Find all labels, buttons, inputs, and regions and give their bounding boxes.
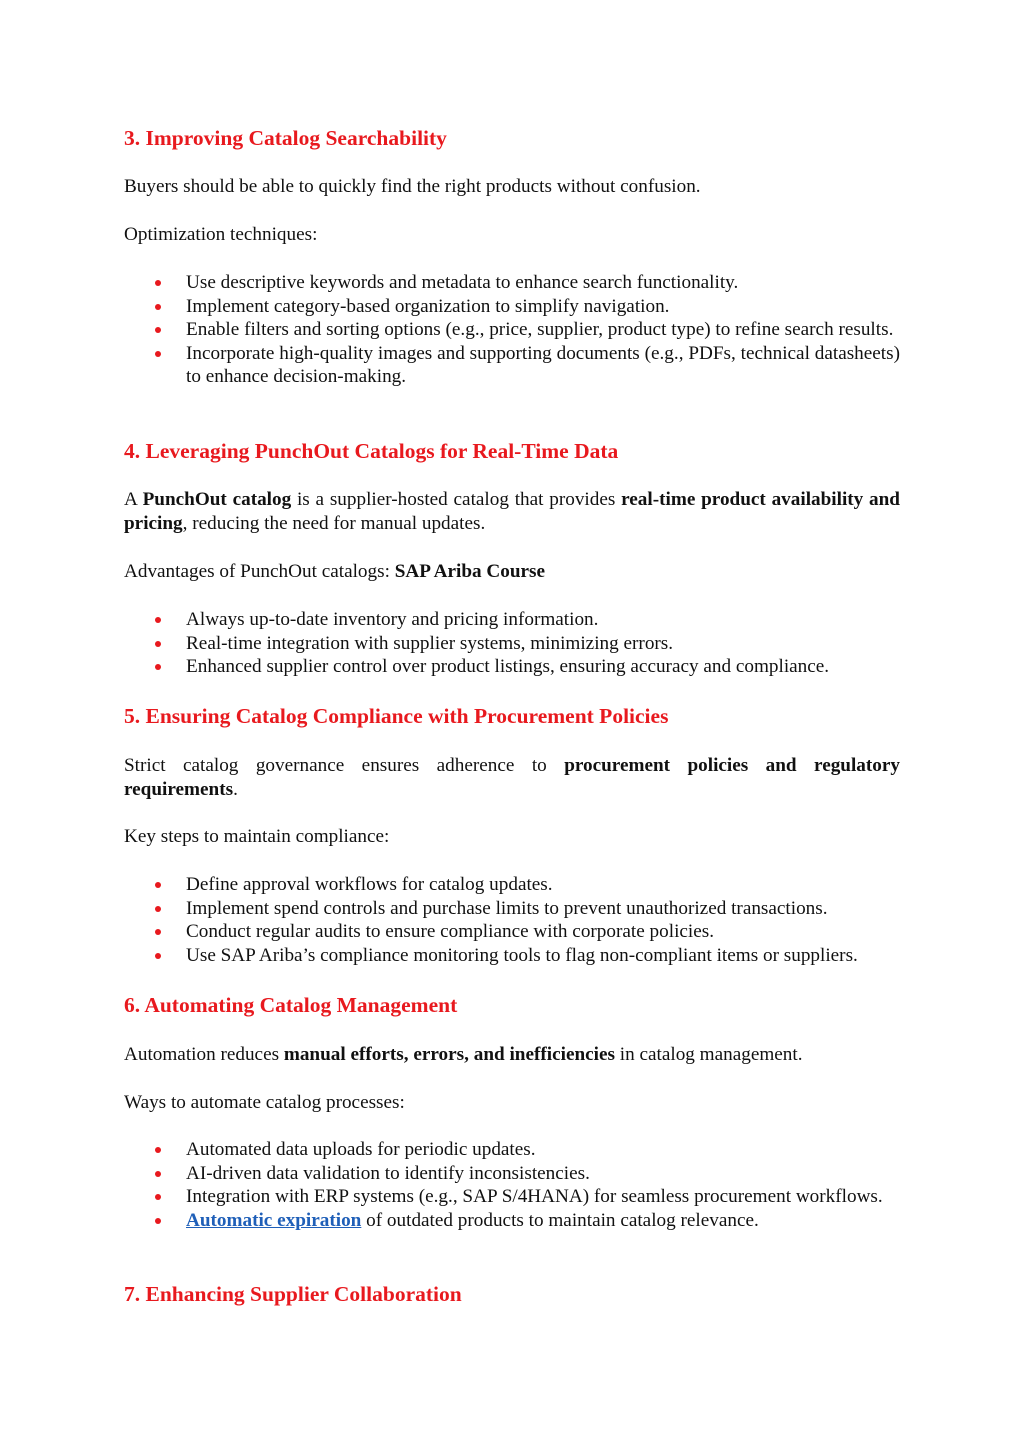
section-4-list-label: Advantages of PunchOut catalogs: SAP Ariba Course bbox=[124, 561, 546, 582]
section-3-list bbox=[124, 271, 900, 389]
bullet-icon bbox=[155, 1171, 161, 1177]
list-item: Conduct regular audits to ensure compliance with corporate policies. bbox=[124, 920, 900, 944]
list-item: Use descriptive keywords and metadata to enhance search functionality. bbox=[124, 271, 900, 295]
list-item: Use SAP Ariba’s compliance monitoring tools to flag non-compliant items or suppliers. bbox=[124, 944, 900, 968]
list-item: Enhanced supplier control over product listings, ensuring accuracy and compliance. bbox=[124, 655, 900, 679]
section-3-intro: Buyers should be able to quickly find the right products without confusion. bbox=[124, 176, 701, 197]
section-4-list bbox=[124, 608, 900, 679]
section-3-list-label: Optimization techniques: bbox=[124, 224, 318, 245]
bullet-icon bbox=[155, 327, 161, 333]
section-5-list bbox=[124, 873, 900, 967]
list-item: Implement spend controls and purchase limits to prevent unauthorized transactions. bbox=[124, 897, 900, 921]
list-item: Real-time integration with supplier systems, minimizing errors. bbox=[124, 632, 900, 656]
list-item: Incorporate high-quality images and supporting documents (e.g., PDFs, technical datasheets) to enhance decision-making. bbox=[124, 342, 900, 389]
section-4-heading: 4. Leveraging PunchOut Catalogs for Real-Time Data bbox=[124, 439, 619, 463]
section-6-list bbox=[124, 1138, 900, 1232]
list-item: Integration with ERP systems (e.g., SAP S/4HANA) for seamless procurement workflows. bbox=[124, 1185, 900, 1209]
bullet-icon bbox=[155, 641, 161, 647]
bullet-icon bbox=[155, 617, 161, 623]
list-item: Define approval workflows for catalog updates. bbox=[124, 873, 900, 897]
bullet-icon bbox=[155, 1194, 161, 1200]
bullet-icon bbox=[155, 351, 161, 357]
bullet-icon bbox=[155, 304, 161, 310]
list-item: Always up-to-date inventory and pricing information. bbox=[124, 608, 900, 632]
list-item: Enable filters and sorting options (e.g., price, supplier, product type) to refine search results. bbox=[124, 318, 900, 342]
section-5-heading: 5. Ensuring Catalog Compliance with Procurement Policies bbox=[124, 704, 669, 728]
bullet-icon bbox=[155, 929, 161, 935]
section-4-intro: A PunchOut catalog is a supplier-hosted catalog that provides real-time product availability and pricing, reducing the need for manual updates. bbox=[124, 489, 900, 534]
bullet-icon bbox=[155, 1218, 161, 1224]
list-item: AI-driven data validation to identify inconsistencies. bbox=[124, 1162, 900, 1186]
list-item: Automatic expiration of outdated products to maintain catalog relevance. bbox=[124, 1209, 900, 1233]
list-item: Automated data uploads for periodic updates. bbox=[124, 1138, 900, 1162]
section-3-heading: 3. Improving Catalog Searchability bbox=[124, 126, 447, 150]
bullet-icon bbox=[155, 664, 161, 670]
section-7-heading: 7. Enhancing Supplier Collaboration bbox=[124, 1282, 462, 1306]
bullet-icon bbox=[155, 280, 161, 286]
section-6-heading: 6. Automating Catalog Management bbox=[124, 993, 458, 1017]
bullet-icon bbox=[155, 906, 161, 912]
list-item: Implement category-based organization to simplify navigation. bbox=[124, 295, 900, 319]
bullet-icon bbox=[155, 953, 161, 959]
section-5-list-label: Key steps to maintain compliance: bbox=[124, 826, 390, 847]
section-5-intro: Strict catalog governance ensures adherence to procurement policies and regulatory requirements. bbox=[124, 755, 900, 800]
automatic-expiration-link[interactable]: Automatic expiration bbox=[186, 1209, 362, 1231]
section-6-intro: Automation reduces manual efforts, errors, and inefficiencies in catalog management. bbox=[124, 1044, 803, 1065]
bullet-icon bbox=[155, 1147, 161, 1153]
section-6-list-label: Ways to automate catalog processes: bbox=[124, 1092, 405, 1113]
bullet-icon bbox=[155, 882, 161, 888]
